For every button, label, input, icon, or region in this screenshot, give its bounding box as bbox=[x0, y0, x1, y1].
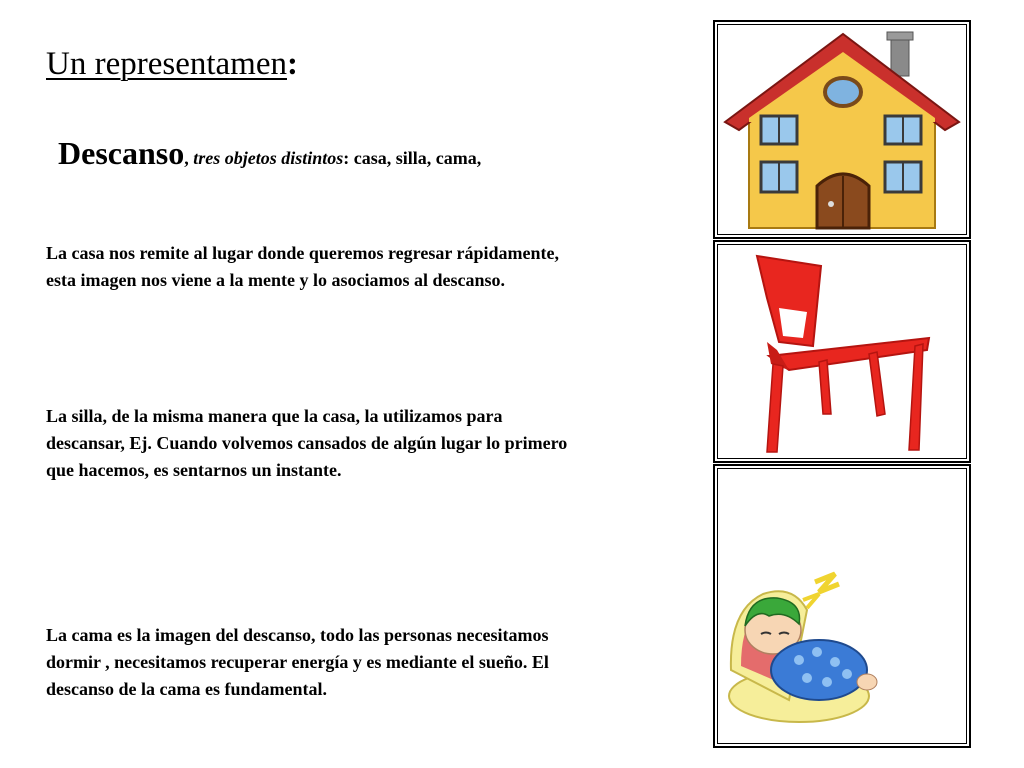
lead-italic: tres objetos distintos bbox=[193, 148, 344, 168]
bed-image-frame bbox=[713, 464, 971, 748]
sleeping-child-icon bbox=[719, 470, 965, 742]
title-colon: : bbox=[286, 46, 298, 82]
chair-image-frame bbox=[713, 240, 971, 463]
lead-term: Descanso bbox=[58, 135, 185, 171]
house-icon bbox=[719, 26, 965, 233]
slide-title bbox=[46, 44, 298, 84]
lead-rest: : casa, silla, cama, bbox=[343, 148, 482, 168]
paragraph-silla: La silla, de la misma manera que la casa, la utilizamos para descansar, Ej. Cuando volvemos cansados de algún lugar lo primero que hacemos, es sentarnos un instante. bbox=[46, 406, 568, 480]
paragraph-cama: La cama es la imagen del descanso, todo las personas necesitamos dormir , necesitamos recuperar energía y es mediante el sueño. El descanso de la cama es fundamental. bbox=[46, 625, 549, 699]
paragraph-casa: La casa nos remite al lugar donde queremos regresar rápidamente, esta imagen nos viene a la mente y lo asociamos al descanso. bbox=[46, 243, 559, 290]
house-image-frame bbox=[713, 20, 971, 239]
lead-comma: , bbox=[184, 148, 189, 168]
lead-line bbox=[46, 135, 566, 172]
chair-icon bbox=[719, 246, 965, 457]
title-text: Un representamen bbox=[46, 46, 287, 82]
